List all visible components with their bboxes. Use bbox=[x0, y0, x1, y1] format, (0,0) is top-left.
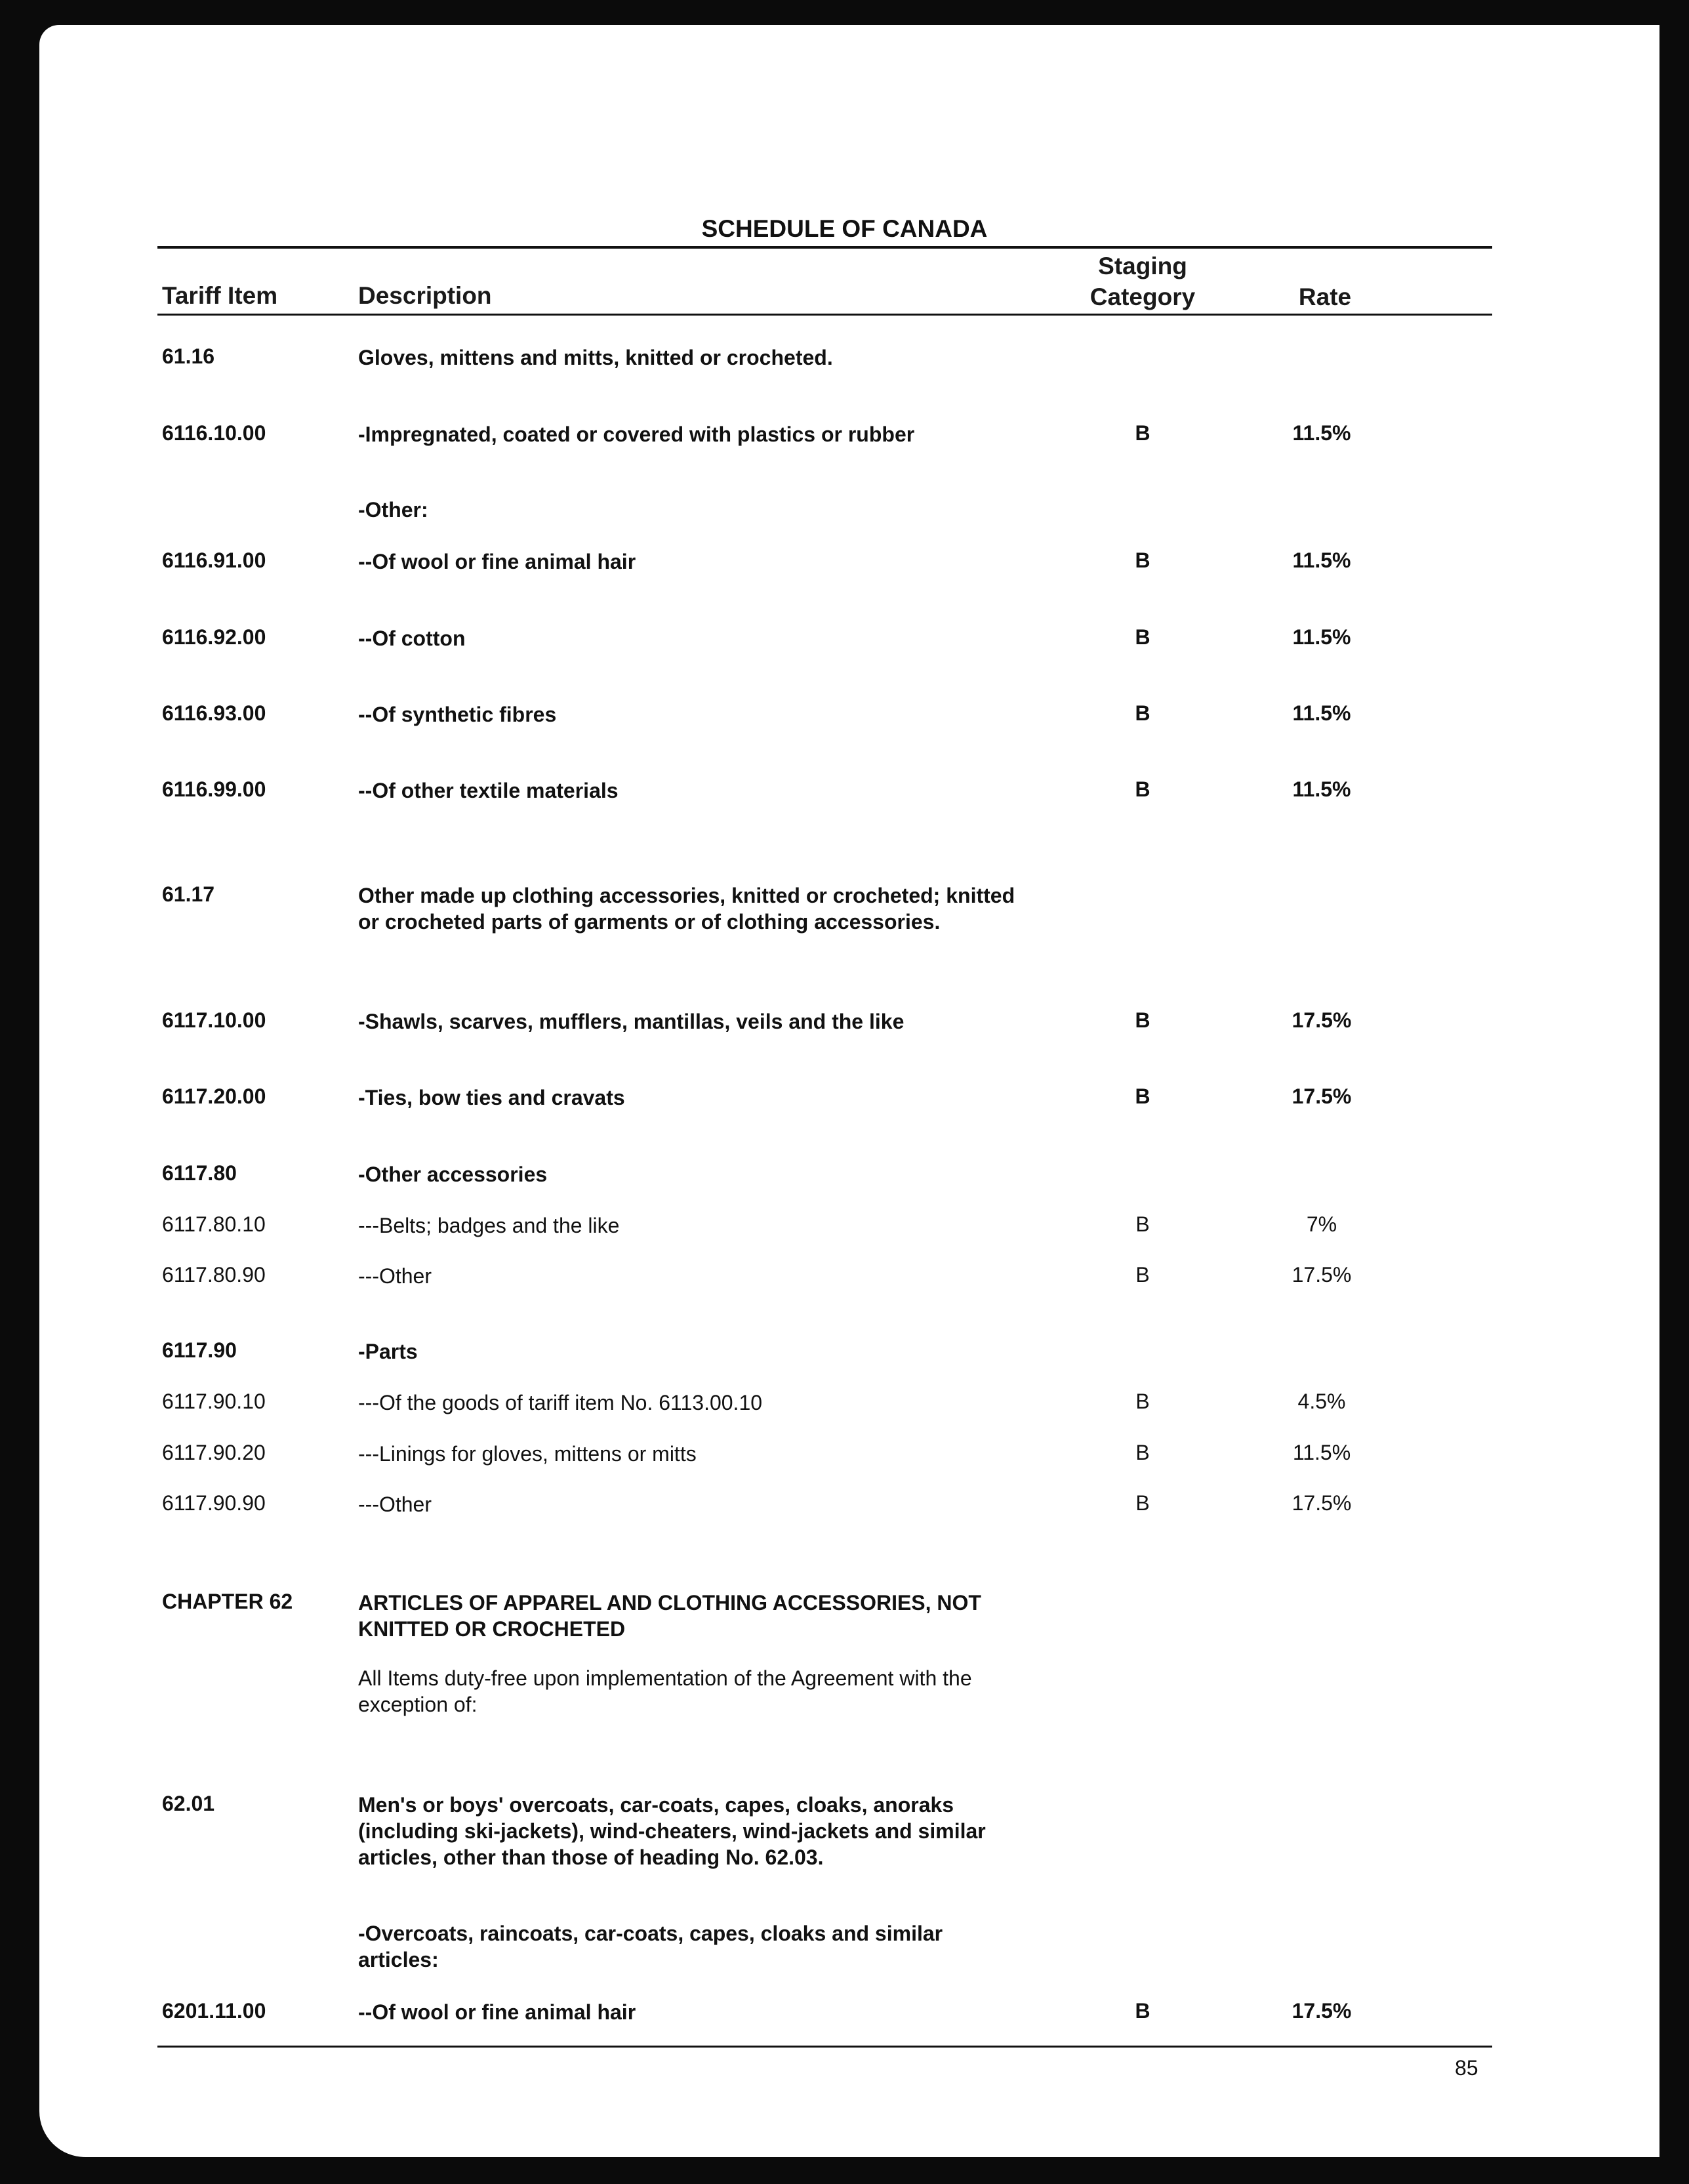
tariff-item-code: 6117.10.00 bbox=[162, 1008, 266, 1032]
row-description: --Of synthetic fibres bbox=[358, 703, 557, 726]
row-description: ARTICLES OF APPAREL AND CLOTHING ACCESSORIES, NOT KNITTED OR CROCHETED bbox=[358, 1591, 981, 1641]
tariff-item-code: 6117.80.10 bbox=[162, 1212, 266, 1236]
staging-category: B bbox=[1135, 1263, 1150, 1287]
tariff-item-code: 61.16 bbox=[162, 344, 215, 368]
tariff-item-code: 6116.10.00 bbox=[162, 421, 266, 445]
staging-category: B bbox=[1135, 1390, 1150, 1413]
tariff-item-code: 6117.80.90 bbox=[162, 1263, 266, 1287]
rate-value: 11.5% bbox=[1292, 421, 1351, 445]
header-rate: Rate bbox=[1298, 283, 1352, 310]
row-description: ---Belts; badges and the like bbox=[358, 1214, 620, 1237]
tariff-item-code: CHAPTER 62 bbox=[162, 1590, 293, 1613]
header-description: Description bbox=[358, 282, 492, 309]
tariff-item-code: 62.01 bbox=[162, 1792, 215, 1815]
header-tariff-item: Tariff Item bbox=[162, 282, 278, 309]
rate-value: 17.5% bbox=[1292, 1008, 1352, 1032]
staging-category: B bbox=[1135, 1212, 1150, 1236]
rate-value: 7% bbox=[1306, 1212, 1337, 1236]
header-rule bbox=[157, 314, 1492, 316]
row-description: -Other: bbox=[358, 498, 428, 522]
row-description: ---Other bbox=[358, 1264, 432, 1288]
row-description: -Shawls, scarves, mufflers, mantillas, veils and the like bbox=[358, 1010, 905, 1033]
rate-value: 11.5% bbox=[1292, 548, 1351, 572]
tariff-item-code: 6117.90.20 bbox=[162, 1441, 266, 1464]
row-description: --Of cotton bbox=[358, 627, 466, 650]
page-title: SCHEDULE OF CANADA bbox=[701, 215, 988, 242]
row-description: -Other accessories bbox=[358, 1163, 548, 1186]
rate-value: 17.5% bbox=[1292, 1999, 1352, 2023]
row-description: ---Linings for gloves, mittens or mitts bbox=[358, 1442, 697, 1466]
rate-value: 11.5% bbox=[1292, 777, 1351, 801]
staging-category: B bbox=[1135, 421, 1150, 445]
row-description: Men's or boys' overcoats, car-coats, capes, cloaks, anoraks (including ski-jackets), wind-cheaters, wind-jackets and similar articles, other than those of heading No. 62.03. bbox=[358, 1793, 986, 1869]
tariff-item-code: 6116.93.00 bbox=[162, 701, 266, 725]
staging-category: B bbox=[1135, 701, 1150, 725]
row-description: -Ties, bow ties and cravats bbox=[358, 1086, 625, 1109]
tariff-item-code: 6117.90.90 bbox=[162, 1491, 266, 1515]
rate-value: 11.5% bbox=[1292, 1441, 1351, 1464]
row-description: --Of wool or fine animal hair bbox=[358, 550, 636, 573]
staging-category: B bbox=[1135, 625, 1150, 649]
row-description: Gloves, mittens and mitts, knitted or crocheted. bbox=[358, 346, 833, 369]
rate-value: 4.5% bbox=[1297, 1390, 1346, 1413]
staging-category: B bbox=[1135, 548, 1150, 572]
tariff-item-code: 6117.80 bbox=[162, 1161, 237, 1185]
staging-category: B bbox=[1135, 1999, 1150, 2023]
tariff-item-code: 6116.99.00 bbox=[162, 777, 266, 801]
bottom-rule bbox=[157, 2046, 1492, 2048]
row-description: --Of wool or fine animal hair bbox=[358, 2000, 636, 2024]
rate-value: 17.5% bbox=[1292, 1084, 1352, 1108]
top-rule bbox=[157, 246, 1492, 249]
tariff-item-code: 6116.91.00 bbox=[162, 548, 266, 572]
tariff-item-code: 61.17 bbox=[162, 882, 215, 906]
row-description: --Of other textile materials bbox=[358, 779, 619, 802]
tariff-item-code: 6116.92.00 bbox=[162, 625, 266, 649]
rate-value: 17.5% bbox=[1292, 1263, 1352, 1287]
row-description: ---Of the goods of tariff item No. 6113.00.10 bbox=[358, 1391, 763, 1414]
header-staging-line2: Category bbox=[1089, 283, 1196, 310]
staging-category: B bbox=[1135, 1008, 1150, 1032]
tariff-item-code: 6117.90.10 bbox=[162, 1390, 266, 1413]
row-description: ---Other bbox=[358, 1493, 432, 1516]
tariff-item-code: 6117.90 bbox=[162, 1338, 237, 1362]
tariff-item-code: 6201.11.00 bbox=[162, 1999, 266, 2023]
rate-value: 17.5% bbox=[1292, 1491, 1352, 1515]
staging-category: B bbox=[1135, 1441, 1150, 1464]
staging-category: B bbox=[1135, 1084, 1150, 1108]
staging-category: B bbox=[1135, 777, 1150, 801]
row-description: -Parts bbox=[358, 1340, 418, 1363]
header-staging-line1: Staging bbox=[1098, 253, 1187, 279]
chapter-note: All Items duty-free upon implementation of the Agreement with the exception of: bbox=[358, 1666, 972, 1716]
page-number: 85 bbox=[1455, 2056, 1478, 2080]
rate-value: 11.5% bbox=[1292, 625, 1351, 649]
staging-category: B bbox=[1135, 1491, 1150, 1515]
row-description: -Impregnated, coated or covered with plastics or rubber bbox=[358, 422, 915, 446]
tariff-item-code: 6117.20.00 bbox=[162, 1084, 266, 1108]
row-description: Other made up clothing accessories, knitted or crocheted; knitted or crocheted parts of garments or of clothing accessories. bbox=[358, 884, 1015, 934]
rate-value: 11.5% bbox=[1292, 701, 1351, 725]
row-description: -Overcoats, raincoats, car-coats, capes, cloaks and similar articles: bbox=[358, 1922, 943, 1971]
